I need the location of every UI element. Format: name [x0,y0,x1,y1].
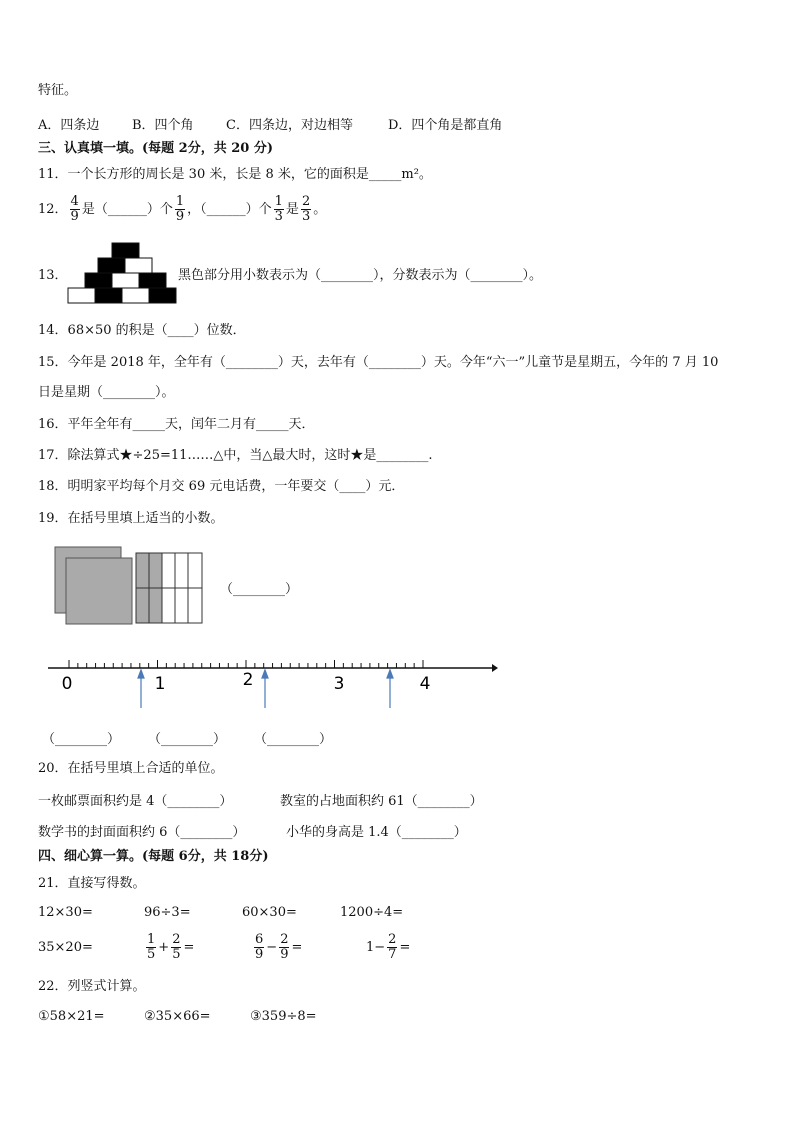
arrowhead-icon [492,664,498,672]
fraction [254,933,264,962]
calc-item: 1200÷4= [340,905,404,920]
tick-label-0: 0 [61,674,73,694]
numberline-blank-3: （________） [254,732,333,747]
question-22: 22．列竖式计算。 [38,979,146,994]
tick-label-1: 1 [154,674,166,694]
q19-blank: （________） [220,582,299,597]
brick-pyramid-figure [67,242,177,304]
q20-item-book: 数学书的封面面积约 6（________） [38,825,246,840]
denominator: 3 [274,209,283,224]
brick-black [95,288,122,303]
fraction [70,195,80,224]
vertical-calc-item: ①58×21= [38,1009,105,1024]
brick-black [139,273,166,288]
option-b: B．四个角 [132,118,194,133]
brick-white [122,288,149,303]
full-square [66,558,132,624]
fraction [387,933,397,962]
operator: − [266,940,278,955]
decimal-squares-figure [52,544,204,628]
calc-item: 96÷3= [144,905,191,920]
q20-item-classroom: 教室的占地面积约 61（________） [280,794,483,809]
fraction [146,933,156,962]
brick-black [112,243,139,258]
numerator: 4 [70,194,79,209]
question-19: 19．在括号里填上适当的小数。 [38,511,224,526]
fraction [175,195,185,224]
tick-label-3: 3 [333,674,345,694]
numerator: 2 [280,932,289,947]
numerator: 2 [172,932,181,947]
question-21: 21．直接写得数。 [38,876,146,891]
vertical-calc-item: ②35×66= [144,1009,211,1024]
denominator: 9 [70,209,79,224]
section4-title: 四、细心算一算。(每题 6分，共 18分) [38,849,269,864]
option-a: A．四条边 [38,118,100,133]
numerator: 6 [255,932,264,947]
denominator: 9 [175,209,185,224]
tick-label-2: 2 [242,670,254,690]
q12-text: 是（______）个 [81,202,173,217]
option-c: C．四条边，对边相等 [226,118,353,133]
denominator: 7 [388,947,397,962]
denominator: 3 [301,209,311,224]
section3-title: 三、认真填一填。(每题 2分，共 20 分) [38,141,274,156]
fraction [279,933,289,962]
intro-tail: 特征。 [38,83,78,98]
numberline-blank-1: （________） [42,732,121,747]
calc-item: 60×30= [242,905,297,920]
fraction [274,195,284,224]
numerator: 1 [274,194,283,209]
denominator: 9 [280,947,289,962]
q20-item-height: 小华的身高是 1.4（________） [286,825,467,840]
brick-white [68,288,95,303]
question-20: 20．在括号里填上合适的单位。 [38,761,224,776]
brick-black [149,288,176,303]
question-16: 16．平年全年有_____天，闰年二月有_____天． [38,417,315,432]
calc-fraction-subtract [252,930,302,966]
numerator: 1 [147,932,156,947]
brick-white [125,258,152,273]
q12-text: 是 [285,202,299,217]
numberline-blank-2: （________） [148,732,227,747]
operator: + [158,940,170,955]
fraction [301,195,311,224]
denominator: 5 [147,947,156,962]
q20-item-stamp: 一枚邮票面积约是 4（________） [38,794,233,809]
arrow-up-icon [387,670,393,678]
question-12 [38,194,326,226]
numerator: 2 [301,194,311,209]
equals: = [291,940,303,955]
q13-number: 13． [38,268,68,283]
numerator: 2 [388,932,397,947]
calc-item: 12×30= [38,905,93,920]
numerator: 1 [175,194,185,209]
q12-text: ，（______）个 [187,202,272,217]
q12-number: 12． [38,202,68,217]
equals: = [183,940,195,955]
arrow-up-icon [138,670,144,678]
q12-text: 。 [313,202,327,217]
number-line [40,652,500,712]
question-15-line1: 15．今年是 2018 年，全年有（________）天，去年有（________）天。今年“六一”儿童节是星期五，今年的 7 月 10 [38,355,719,370]
tick-label-4: 4 [419,674,431,694]
brick-black [98,258,125,273]
arrow-up-icon [262,670,268,678]
q13-text: 黑色部分用小数表示为（________），分数表示为（________）。 [178,268,543,283]
option-d: D．四个角是都直角 [388,118,503,133]
question-18: 18．明明家平均每个月交 69 元电话费，一年要交（____）元． [38,479,405,494]
brick-white [112,273,139,288]
question-17: 17．除法算式★÷25=11……△中，当△最大时，这时★是________. [38,448,433,463]
question-15-line2: 日是星期（________）。 [38,385,175,400]
equals: = [399,940,411,955]
calc-one-minus-fraction [366,930,410,966]
denominator: 9 [255,947,264,962]
brick-black [85,273,112,288]
calc-fraction-add [144,930,194,966]
vertical-calc-item: ③359÷8= [250,1009,317,1024]
operand: 1− [366,940,386,955]
fraction [171,933,181,962]
denominator: 5 [172,947,181,962]
question-14: 14．68×50 的积是（____）位数． [38,323,246,338]
question-11: 11．一个长方形的周长是 30 米，长是 8 米，它的面积是_____m²。 [38,167,432,182]
calc-item: 35×20= [38,940,93,955]
